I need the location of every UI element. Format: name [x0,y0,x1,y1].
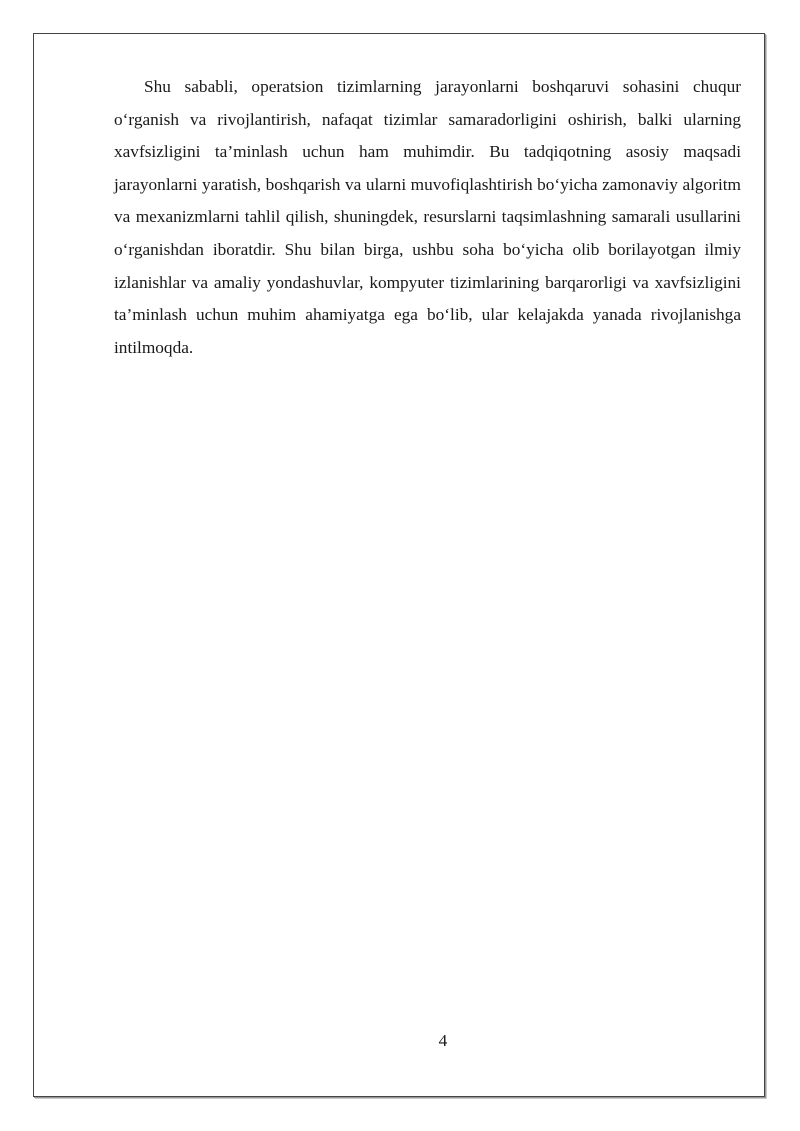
body-paragraph: Shu sababli, operatsion tizimlarning jarayonlarni boshqaruvi sohasini chuqur o‘rganish va rivojlantirish, nafaqat tizimlar samaradorligini oshirish, balki ularning xavfsizligini ta’minlash uchun ham muhimdir. Bu tadqiqotning asosiy maqsadi jarayonlarni yaratish, boshqarish va ularni muvofiqlashtirish bo‘yicha zamonaviy algoritm va mexanizmlarni tahlil qilish, shuningdek, resurslarni taqsimlashning samarali usullarini o‘rganishdan iboratdir. Shu bilan birga, ushbu soha bo‘yicha olib borilayotgan ilmiy izlanishlar va amaliy yondashuvlar, kompyuter tizimlarining barqarorligi va xavfsizligini ta’minlash uchun muhim ahamiyatga ega bo‘lib, ular kelajakda yanada rivojlanishga intilmoqda. [114,77,741,357]
page-number: 4 [438,1031,448,1050]
